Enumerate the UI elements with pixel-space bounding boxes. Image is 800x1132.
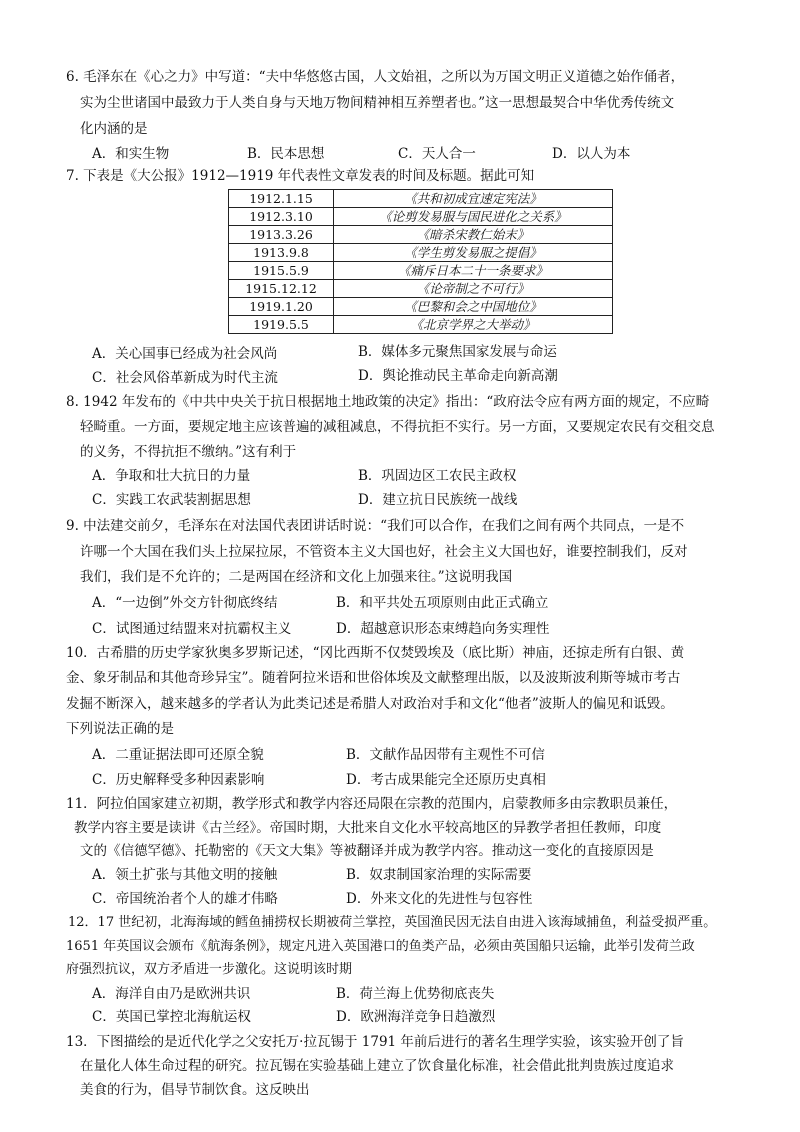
- question-6-option-b[interactable]: B．民本思想: [247, 146, 325, 162]
- table-cell-date: 1915.12.12: [229, 280, 334, 298]
- question-12-option-b[interactable]: B．荷兰海上优势彻底丧失: [336, 986, 495, 1002]
- question-8-option-a[interactable]: A．争取和壮大抗日的力量: [92, 468, 251, 484]
- question-6-option-d[interactable]: D．以人为本: [552, 146, 631, 162]
- table-cell-title: 《暗杀宋教仁始末》: [334, 226, 613, 244]
- article-table: [228, 189, 613, 334]
- table-cell-title: 《学生剪发易服之提倡》: [334, 244, 613, 262]
- question-8-line-2: 轻畸重。一方面，要规定地主应该普遍的减租减息，不得抗拒不实行。另一方面，又要规定农民有交租交息: [80, 419, 715, 435]
- table-row: [229, 190, 613, 208]
- question-9-line-3: 我们，我们是不允许的；二是两国在经济和文化上加强来往。”这说明我国: [80, 569, 513, 585]
- question-11-option-d[interactable]: D．外来文化的先进性与包容性: [346, 891, 533, 907]
- table-cell-title: 《论帝制之不可行》: [334, 280, 613, 298]
- question-10-option-d[interactable]: D．考古成果能完全还原历史真相: [346, 772, 546, 788]
- table-row: [229, 226, 613, 244]
- question-6-line-2: 实为尘世诸国中最致力于人类自身与天地万物间精神相互养塑者也。”这一思想最契合中华优秀传统文: [80, 95, 675, 111]
- question-7-option-b[interactable]: B．媒体多元聚焦国家发展与命运: [358, 344, 557, 360]
- question-11-option-a[interactable]: A．领土扩张与其他文明的接触: [92, 867, 278, 883]
- question-6-option-a[interactable]: A．和实生物: [92, 146, 170, 162]
- table-row: [229, 298, 613, 316]
- question-7-line-1: 7. 下表是《大公报》1912—1919 年代表性文章发表的时间及标题。据此可知: [66, 168, 535, 184]
- table-row: [229, 244, 613, 262]
- table-cell-date: 1919.5.5: [229, 316, 334, 334]
- table-cell-title: 《巴黎和会之中国地位》: [334, 298, 613, 316]
- question-11-line-2: 教学内容主要是读讲《古兰经》。帝国时期，大批来自文化水平较高地区的异教学者担任教师，印度: [74, 820, 662, 836]
- question-9-option-a[interactable]: A．“一边倒”外交方针彻底终结: [92, 595, 278, 611]
- table-row: [229, 280, 613, 298]
- table-cell-date: 1919.1.20: [229, 298, 334, 316]
- table-row: [229, 208, 613, 226]
- question-12-line-3: 府强烈抗议，双方矛盾进一步激化。这说明该时期: [66, 962, 353, 977]
- question-13-line-3: 美食的行为，倡导节制饮食。这反映出: [80, 1082, 310, 1098]
- question-10-line-3: 发掘不断深入，越来越多的学者认为此类记述是希腊人对政治对手和文化“他者”波斯人的偏见和诋毁。: [66, 696, 674, 712]
- question-8-option-b[interactable]: B．巩固边区工农民主政权: [358, 468, 517, 484]
- question-12-option-d[interactable]: D．欧洲海洋竞争日趋激烈: [336, 1009, 496, 1025]
- question-9-option-b[interactable]: B．和平共处五项原则由此正式确立: [336, 595, 549, 611]
- question-10-option-a[interactable]: A．二重证据法即可还原全貌: [92, 747, 264, 763]
- question-12-option-a[interactable]: A．海洋自由乃是欧洲共识: [92, 986, 251, 1002]
- question-11-line-3: 文的《信德罕德》、托勒密的《天文大集》等被翻译并成为教学内容。推动这一变化的直接原因是: [80, 843, 654, 859]
- question-10-option-c[interactable]: C．历史解释受多种因素影响: [92, 772, 265, 788]
- question-6-line-3: 化内涵的是: [80, 121, 148, 137]
- table-cell-date: 1915.5.9: [229, 262, 334, 280]
- question-10-line-4: 下列说法正确的是: [66, 721, 174, 737]
- table-cell-title: 《痛斥日本二十一条要求》: [334, 262, 613, 280]
- table-row: [229, 262, 613, 280]
- question-8-line-1: 8. 1942 年发布的《中共中央关于抗日根据地土地政策的决定》指出：“政府法令应有两方面的规定，不应畸: [66, 394, 710, 410]
- question-12-line-1: 12．17 世纪初，北海海域的鳕鱼捕捞权长期被荷兰掌控，英国渔民因无法自由进入该海域捕鱼，利益受损严重。: [68, 915, 717, 930]
- question-8-line-3: 的义务，不得抗拒不缴纳。”这有利于: [80, 444, 297, 460]
- question-7-option-c[interactable]: C．社会风俗革新成为时代主流: [92, 370, 278, 386]
- question-13-line-1: 13．下图描绘的是近代化学之父安托万·拉瓦锡于 1791 年前后进行的著名生理学实验，该实验开创了旨: [66, 1034, 684, 1050]
- table-cell-date: 1913.9.8: [229, 244, 334, 262]
- question-10-line-2: 金、象牙制品和其他奇珍异宝”。随着阿拉米语和世俗体埃及文献整理出版，以及波斯波利斯等城市考古: [66, 670, 681, 686]
- question-11-option-b[interactable]: B．奴隶制国家治理的实际需要: [346, 867, 532, 883]
- table-cell-date: 1912.1.15: [229, 190, 334, 208]
- question-9-option-c[interactable]: C．试图通过结盟来对抗霸权主义: [92, 621, 292, 637]
- question-12-option-c[interactable]: C．英国已掌控北海航运权: [92, 1009, 251, 1025]
- question-12-line-2: 1651 年英国议会颁布《航海条例》，规定凡进入英国港口的鱼类产品，必须由英国船只运输，此举引发荷兰政: [66, 939, 695, 954]
- question-8-option-d[interactable]: D．建立抗日民族统一战线: [358, 492, 518, 508]
- question-9-line-1: 9. 中法建交前夕，毛泽东在对法国代表团讲话时说：“我们可以合作，在我们之间有两个共同点，一是不: [66, 518, 685, 534]
- question-7-option-d[interactable]: D．舆论推动民主革命走向新高潮: [358, 368, 558, 384]
- question-11-option-c[interactable]: C．帝国统治者个人的雄才伟略: [92, 891, 278, 907]
- question-9-option-d[interactable]: D．超越意识形态束缚趋向务实理性: [336, 621, 550, 637]
- table-row: [229, 316, 613, 334]
- table-cell-title: 《论剪发易服与国民进化之关系》: [334, 208, 613, 226]
- question-6-line-1: 6. 毛泽东在《心之力》中写道：“夫中华悠悠古国，人文始祖，之所以为万国文明正义道德之始作俑者，: [66, 69, 685, 85]
- question-6-option-c[interactable]: C．天人合一: [398, 146, 476, 162]
- question-10-line-1: 10．古希腊的历史学家狄奥多罗斯记述，“冈比西斯不仅焚毁埃及（底比斯）神庙，还掠走所有白银、黄: [66, 645, 685, 661]
- table-cell-title: 《共和初成宜速定宪法》: [334, 190, 613, 208]
- table-cell-date: 1912.3.10: [229, 208, 334, 226]
- question-11-line-1: 11．阿拉伯国家建立初期，教学形式和教学内容还局限在宗教的范围内，启蒙教师多由宗教职员兼任，: [66, 796, 678, 812]
- table-cell-date: 1913.3.26: [229, 226, 334, 244]
- question-13-line-2: 在量化人体生命过程的研究。拉瓦锡在实验基础上建立了饮食量化标准，社会借此批判贵族过度追求: [80, 1058, 674, 1074]
- question-8-option-c[interactable]: C．实践工农武装割据思想: [92, 492, 251, 508]
- question-7-option-a[interactable]: A．关心国事已经成为社会风尚: [92, 346, 278, 362]
- question-10-option-b[interactable]: B．文献作品因带有主观性不可信: [346, 747, 545, 763]
- table-cell-title: 《北京学界之大举动》: [334, 316, 613, 334]
- question-9-line-2: 许哪一个大国在我们头上拉屎拉尿，不管资本主义大国也好，社会主义大国也好，谁要控制我们，反对: [80, 544, 688, 560]
